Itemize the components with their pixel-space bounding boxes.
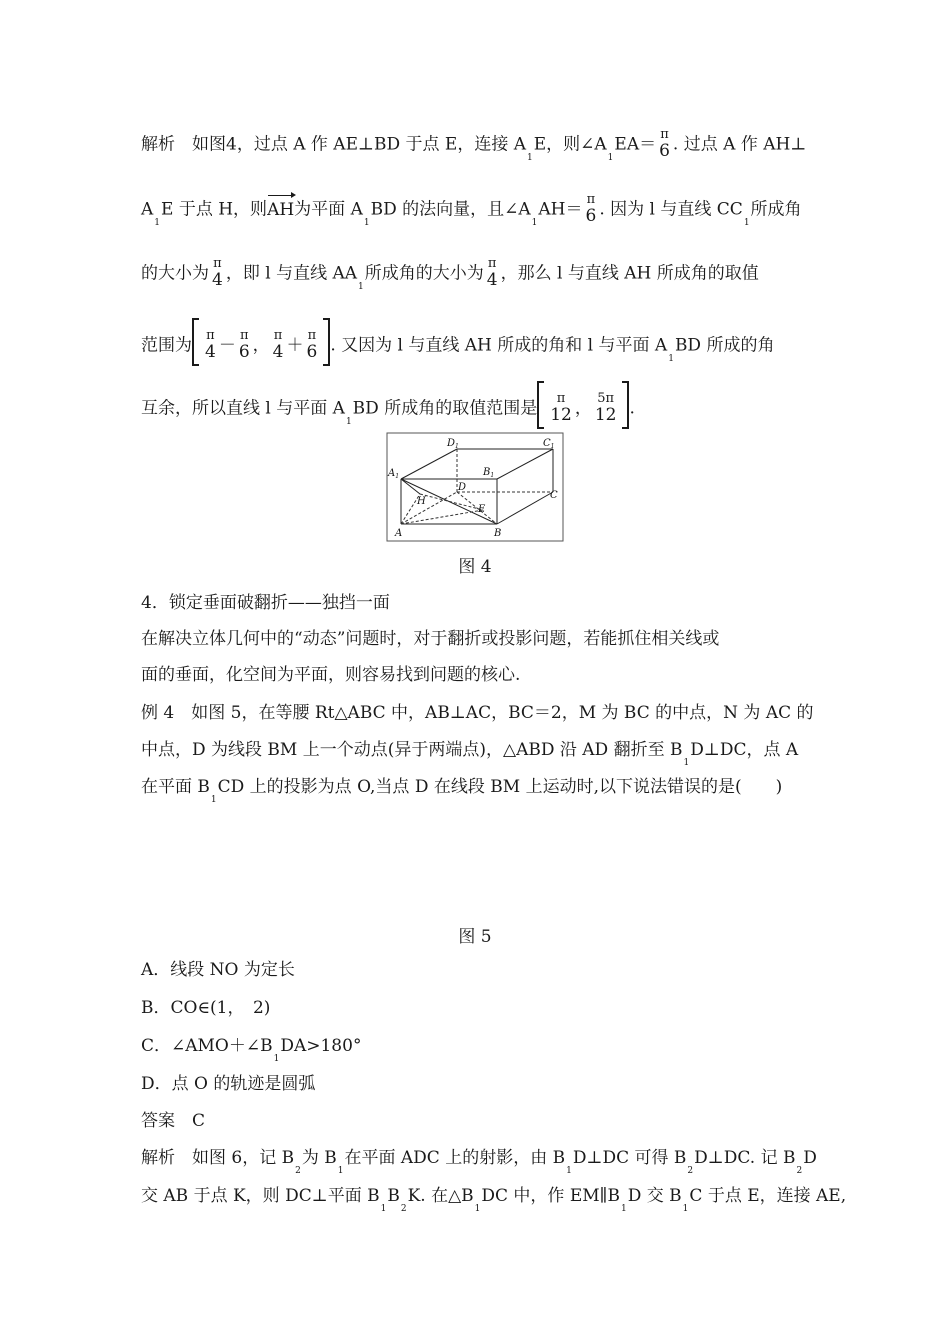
subscript: 1 — [531, 217, 538, 228]
label-B1: $B_1$ — [483, 467, 495, 479]
fraction-pi-6 — [586, 191, 597, 225]
text: 所成角的大小为 — [364, 263, 484, 284]
denominator: 4 — [212, 270, 223, 290]
text: 为 B — [301, 1148, 337, 1168]
section-heading: 4．锁定垂面破翻折——独挡一面 — [141, 593, 390, 613]
text: ，那么 l 与直线 AH 所成角的取值 — [500, 263, 759, 284]
subscript: 1 — [380, 1204, 387, 1214]
text: . 因为 l 与直线 CC — [599, 199, 743, 220]
comma: ， — [574, 398, 592, 419]
subscript: 1 — [337, 1166, 344, 1176]
example-line-2 — [141, 738, 811, 768]
left-bracket — [192, 318, 199, 366]
text: 中点，D 为线段 BM 上一个动点(异于两端点)，△ABD 沿 AD 翻折至 B — [141, 740, 683, 760]
option-b: B．CO∈(1， 2) — [141, 998, 271, 1018]
figure-5-caption: 图 5 — [458, 927, 492, 947]
denominator: 12 — [550, 405, 572, 425]
option-d: D．点 O 的轨迹是圆弧 — [141, 1074, 316, 1094]
label-A: A — [395, 528, 403, 539]
subscript: 1 — [527, 152, 533, 163]
text: 互余，所以直线 l 与平面 A — [141, 398, 345, 419]
fraction-pi-6 — [659, 126, 670, 160]
label-E: E — [478, 504, 486, 515]
example-line-1: 例 4 如图 5，在等腰 Rt△ABC 中，AB⊥AC，BC＝2，M 为 BC 的中点，N 为 AC 的 — [141, 703, 814, 723]
text: 范围为 — [141, 335, 192, 356]
text: EA＝ — [614, 134, 657, 155]
subscript: 1 — [682, 1204, 689, 1214]
text: DA>180° — [280, 1036, 362, 1056]
text: E，则∠A — [533, 134, 607, 155]
fraction-pi-4 — [273, 327, 284, 361]
subscript: 1 — [607, 152, 614, 163]
subscript: 1 — [363, 217, 370, 228]
denominator: 6 — [306, 342, 318, 362]
fraction-pi-12 — [550, 390, 572, 424]
denominator: 4 — [205, 342, 216, 362]
text: C 于点 E，连接 AE, — [689, 1186, 847, 1206]
text: 的大小为 — [141, 263, 209, 284]
text: A — [141, 199, 154, 220]
text: DC 中，作 EM∥B — [481, 1186, 620, 1206]
subscript: 2 — [796, 1166, 803, 1176]
text: K. 在△B — [407, 1186, 474, 1206]
option-c — [141, 1034, 811, 1064]
text: D⊥DC. 记 B — [694, 1148, 796, 1168]
solution-line-2 — [141, 193, 811, 227]
subscript: 2 — [687, 1166, 694, 1176]
text: C．∠AMO＋∠B — [141, 1036, 273, 1056]
subscript: 2 — [400, 1204, 407, 1214]
vector-ah: AH — [267, 199, 295, 220]
numerator: π — [586, 192, 596, 207]
comma: ， — [252, 335, 270, 356]
label-C: C — [550, 490, 558, 501]
numerator: π — [273, 328, 283, 343]
text: . — [629, 398, 635, 419]
subscript: 1 — [743, 217, 750, 228]
text: 交 AB 于点 K，则 DC⊥平面 B — [141, 1186, 380, 1206]
text: AH＝ — [538, 199, 583, 220]
text: D 交 B — [627, 1186, 682, 1206]
denominator: 6 — [238, 342, 250, 362]
subscript: 1 — [474, 1204, 481, 1214]
numerator: π — [206, 328, 215, 343]
label-A1: $A_1$ — [388, 468, 400, 480]
text: BD 所成的角 — [674, 335, 775, 356]
denominator: 4 — [272, 342, 284, 362]
numerator: π — [556, 391, 566, 406]
fraction-pi-6 — [306, 327, 317, 361]
text: CD 上的投影为点 O,当点 D 在线段 BM 上运动时,以下说法错误的是( ) — [217, 777, 783, 797]
right-bracket — [323, 318, 330, 366]
label-D: D — [458, 482, 467, 493]
text: 在平面 ADC 上的射影，由 B — [344, 1148, 566, 1168]
numerator: π — [307, 328, 317, 343]
denominator: 6 — [585, 206, 597, 226]
figure-4-prism — [386, 432, 564, 542]
fraction-5pi-12 — [595, 390, 617, 424]
solution-line-3 — [141, 257, 811, 291]
subscript: 1 — [566, 1166, 572, 1176]
label-C1: $C_1$ — [543, 438, 555, 450]
numerator: π — [660, 127, 669, 142]
text: 所成角 — [750, 199, 802, 220]
numerator: π — [487, 256, 497, 271]
solution2-line-1 — [141, 1146, 817, 1176]
subscript: 1 — [273, 1054, 280, 1064]
text: BD 的法向量，且∠A — [370, 199, 531, 220]
example-line-3 — [141, 775, 811, 805]
subscript: 1 — [358, 281, 364, 292]
fraction-pi-4 — [487, 255, 498, 289]
text: E 于点 H，则 — [161, 199, 268, 220]
text: 在平面 B — [141, 777, 210, 797]
label-H: H — [417, 496, 426, 507]
denominator: 6 — [659, 141, 670, 161]
solution-line-1 — [141, 128, 811, 162]
plus-sign: ＋ — [286, 335, 304, 356]
solution-line-4 — [141, 322, 811, 370]
text: B — [387, 1186, 400, 1206]
paragraph-line: 在解决立体几何中的“动态”问题时，对于翻折或投影问题，若能抓住相关线或 — [141, 629, 720, 649]
subscript: 1 — [345, 416, 352, 427]
denominator: 4 — [486, 270, 498, 290]
subscript: 1 — [668, 353, 674, 364]
left-bracket — [537, 381, 544, 429]
text: 解析 如图4，过点 A 作 AE⊥BD 于点 E，连接 A — [141, 134, 526, 155]
fraction-pi-6 — [239, 327, 250, 361]
text: ，即 l 与直线 AA — [225, 263, 358, 284]
text: D⊥DC 可得 B — [572, 1148, 687, 1168]
subscript: 1 — [154, 217, 161, 228]
denominator: 12 — [594, 405, 617, 425]
figure-4-caption: 图 4 — [458, 557, 492, 577]
text: D⊥DC，点 A — [690, 740, 799, 760]
label-D1: $D_1$ — [447, 438, 459, 450]
fraction-pi-4 — [212, 255, 223, 289]
text: 解析 如图 6，记 B — [141, 1148, 295, 1168]
numerator: 5π — [597, 391, 615, 406]
option-a: A．线段 NO 为定长 — [141, 960, 295, 980]
numerator: π — [239, 328, 249, 343]
solution2-line-2 — [141, 1184, 847, 1214]
paragraph-line: 面的垂面，化空间为平面，则容易找到问题的核心. — [141, 665, 521, 685]
fraction-pi-4 — [205, 327, 216, 361]
right-bracket — [622, 381, 629, 429]
text: D — [803, 1148, 817, 1168]
numerator: π — [213, 256, 222, 271]
subscript: 2 — [295, 1166, 301, 1176]
text: BD 所成角的取值范围是 — [352, 398, 538, 419]
subscript: 1 — [621, 1204, 627, 1214]
subscript: 1 — [210, 795, 217, 805]
minus-sign: － — [218, 335, 236, 356]
answer-line: 答案 C — [141, 1111, 206, 1131]
text: . 又因为 l 与直线 AH 所成的角和 l 与平面 A — [330, 335, 668, 356]
solution-line-5 — [141, 385, 811, 433]
text: . 过点 A 作 AH⊥ — [672, 134, 807, 155]
text: 为平面 A — [294, 199, 363, 220]
label-B: B — [494, 528, 502, 539]
subscript: 1 — [683, 758, 690, 768]
